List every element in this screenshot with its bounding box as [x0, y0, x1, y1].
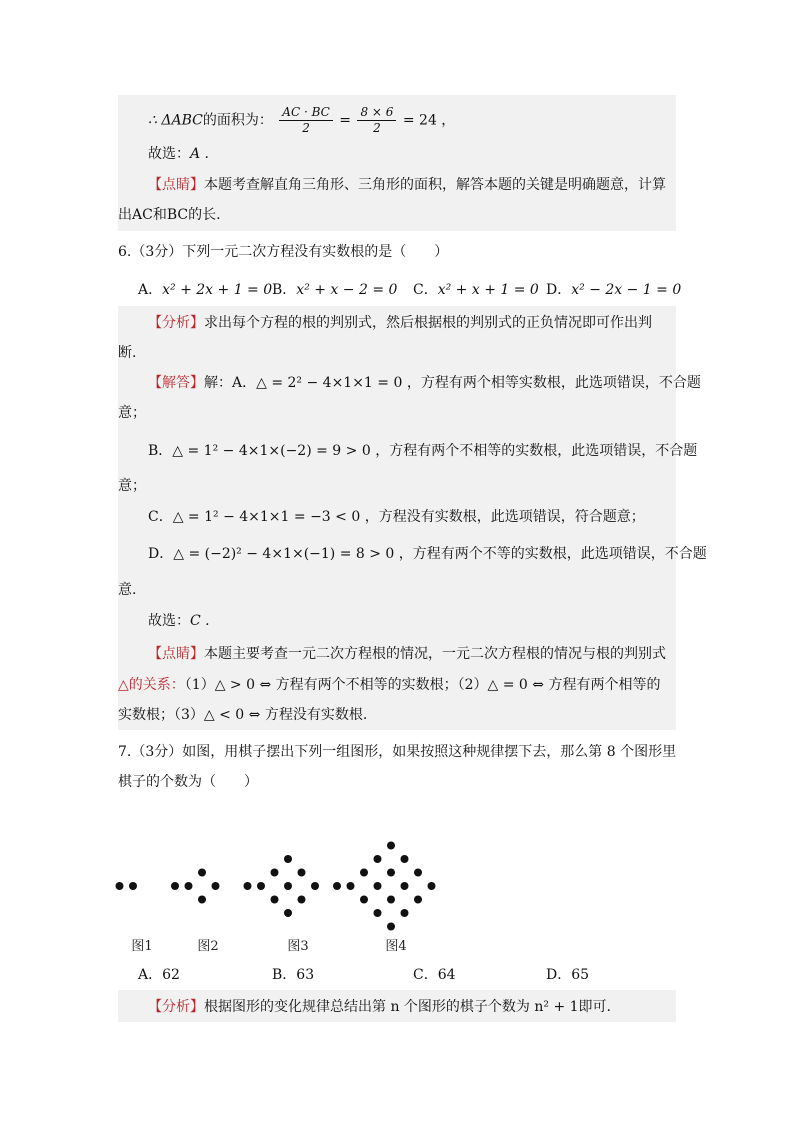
q6-option-b-label: B．	[272, 282, 297, 298]
q6-option-a-label: A．	[138, 282, 163, 298]
q7-figure-3-dot	[284, 855, 292, 863]
q7-figure-1-dot	[129, 882, 137, 890]
q7-analysis	[148, 997, 611, 1017]
q6-solution-a-text: 解：A．△ = 2² − 4×1×1 = 0 ，方程有两个相等实数根，此选项错误，不合题	[204, 375, 701, 391]
q7-stem-line-1: 7.（3分）如图，用棋子摆出下列一组图形，如果按照这种规律摆下去，那么第 8 个图形里	[118, 744, 677, 760]
q7-stem-line-2: 棋子的个数为（ ）	[118, 774, 258, 790]
q7-option-d-text: 65	[571, 967, 590, 983]
q7-figure-4-dot	[374, 855, 382, 863]
q7-figure-4-dot	[414, 896, 422, 904]
q7-option-a-label: A．	[138, 967, 163, 983]
q7-figure-1-dot	[116, 882, 124, 890]
q6-solution-tag: 【解答】	[148, 375, 204, 391]
q7-option-a-text: 62	[162, 967, 180, 983]
q6-option-c-text: x² + x + 1 = 0	[437, 282, 539, 298]
q7-figure-4-dot	[374, 882, 382, 890]
q5-area-line	[148, 105, 455, 136]
q6-analysis-line-1	[148, 313, 652, 333]
q7-option-c	[413, 965, 456, 985]
q7-figure-3-dot	[298, 869, 306, 877]
q6-option-a-text: x² + 2x + 1 = 0	[162, 282, 273, 298]
q5-frac2-num: 8 × 6	[357, 105, 396, 121]
q7-figure-4-dot	[374, 909, 382, 917]
q5-comment-text-1: 本题考查解直角三角形、三角形的面积，解答本题的关键是明确题意，计算	[204, 177, 666, 193]
q6-analysis-line-2: 断.	[118, 345, 137, 361]
q7-option-c-label: C．	[413, 967, 438, 983]
q7-figure-4-dot	[387, 923, 395, 931]
q7-figure-4-dot	[401, 909, 409, 917]
q6-comment-line-3: 实数根；（3）△ < 0 ⇔ 方程没有实数根.	[118, 707, 368, 723]
q7-figure-4-dot	[428, 882, 436, 890]
q5-area-label: 的面积为：	[202, 112, 273, 129]
q5-comment-line-1	[148, 175, 666, 195]
q6-answer	[148, 611, 210, 631]
q6-option-b-text: x² + x − 2 = 0	[296, 282, 398, 298]
q5-comment-tag: 【点睛】	[148, 177, 204, 193]
q7-figure-2-dot	[171, 882, 179, 890]
q6-answer-value: C .	[190, 613, 210, 629]
q7-figure-4-dot	[333, 882, 341, 890]
q7-figure-3-dot	[244, 882, 252, 890]
q5-fraction-2	[357, 105, 396, 136]
q6-comment-text-1: 本题主要考查一元二次方程根的情况，一元二次方程根的情况与根的判别式	[204, 646, 666, 662]
q6-solution-c-line-1: C．△ = 1² − 4×1×1 = −3 < 0 ，方程没有实数根，此选项错误，符合题意；	[148, 509, 645, 525]
q7-option-b-label: B．	[272, 967, 297, 983]
q5-fraction-1	[279, 105, 333, 136]
q7-figure-1-label: 图1	[131, 939, 153, 954]
q5-answer-value: A .	[190, 146, 210, 162]
q6-option-b	[272, 280, 397, 300]
q7-figure-2-dot	[185, 882, 193, 890]
q7-figure-3-label: 图3	[287, 939, 309, 954]
q7-figure-4-dot	[401, 855, 409, 863]
q6-solution-d-line-2: 意.	[118, 582, 137, 598]
q6-option-d	[546, 280, 681, 300]
q7-figure-4-dot	[387, 842, 395, 850]
q7-analysis-text: 根据图形的变化规律总结出第 n 个图形的棋子个数为 n² + 1即可.	[204, 999, 611, 1015]
q5-answer	[148, 144, 209, 164]
q6-solution-a-line-1	[148, 373, 701, 393]
q7-figure-3-dot	[284, 909, 292, 917]
q7-figure-3-dot	[271, 869, 279, 877]
q5-eq2: = 24 ，	[402, 112, 456, 129]
q6-option-d-text: x² − 2x − 1 = 0	[571, 282, 682, 298]
q6-comment-text-2: （1）△ > 0 ⇔ 方程有两个不相等的实数根；（2）△ = 0 ⇔ 方程有两个相等的	[184, 677, 661, 693]
q6-comment-line-1	[148, 644, 666, 664]
q5-answer-label: 故选：	[148, 146, 190, 162]
q7-option-b	[272, 965, 314, 985]
q5-frac2-den: 2	[373, 121, 381, 135]
q7-option-d	[546, 965, 589, 985]
q5-comment-line-2: 出AC和BC的长.	[118, 207, 221, 223]
q7-figure-2-dot	[198, 869, 206, 877]
q7-figure-4-dot	[414, 869, 422, 877]
q7-figure-4-dot	[360, 869, 368, 877]
q7-figure-3-dot	[298, 896, 306, 904]
q6-analysis-text-1: 求出每个方程的根的判别式，然后根据根的判别式的正负情况即可作出判	[204, 315, 652, 331]
q5-eq1: =	[339, 112, 351, 129]
q6-comment-line-2	[118, 675, 660, 695]
q6-comment-red-text: △的关系：	[118, 677, 185, 693]
q6-comment-tag: 【点睛】	[148, 646, 204, 662]
q7-option-d-label: D．	[546, 967, 572, 983]
q6-analysis-tag: 【分析】	[148, 315, 204, 331]
q7-figure-2-dot	[212, 882, 220, 890]
q6-answer-label: 故选：	[148, 613, 190, 629]
q7-figure-4-dot	[347, 882, 355, 890]
q7-figure-4-label: 图4	[385, 939, 407, 954]
q7-figure-4-dot	[387, 869, 395, 877]
q6-option-c-label: C．	[413, 282, 438, 298]
q6-solution-b-line-1: B．△ = 1² − 4×1×(−2) = 9 > 0 ，方程有两个不相等的实数根，此选项错误，不合题	[148, 443, 698, 459]
q7-dot-figures	[0, 830, 794, 980]
q7-figure-4-dot	[360, 896, 368, 904]
q7-figure-3-dot	[311, 882, 319, 890]
q7-option-b-text: 63	[296, 967, 315, 983]
q6-solution-b-line-2: 意；	[118, 478, 146, 494]
q7-figure-3-dot	[271, 896, 279, 904]
q7-figure-2-dot	[198, 896, 206, 904]
q6-solution-a-line-2: 意；	[118, 405, 146, 421]
q7-figure-3-dot	[284, 882, 292, 890]
q6-solution-d-line-1: D．△ = (−2)² − 4×1×(−1) = 8 > 0 ，方程有两个不等的实数根，此选项错误，不合题	[148, 546, 707, 562]
q7-figure-4-dot	[387, 896, 395, 904]
q7-figure-3-dot	[257, 882, 265, 890]
q7-figure-2-label: 图2	[197, 939, 219, 954]
q6-option-d-label: D．	[546, 282, 572, 298]
q5-area-prefix: ∴ ΔABC	[148, 112, 203, 129]
q7-option-c-text: 64	[437, 967, 456, 983]
q6-option-a	[138, 280, 272, 300]
q5-frac1-den: 2	[302, 121, 310, 135]
q6-stem: 6.（3分）下列一元二次方程没有实数根的是（ ）	[118, 244, 449, 260]
q7-figure-4-dot	[401, 882, 409, 890]
q5-frac1-num: AC · BC	[279, 105, 333, 121]
q7-analysis-tag: 【分析】	[148, 999, 204, 1015]
q7-option-a	[138, 965, 180, 985]
q6-option-c	[413, 280, 539, 300]
